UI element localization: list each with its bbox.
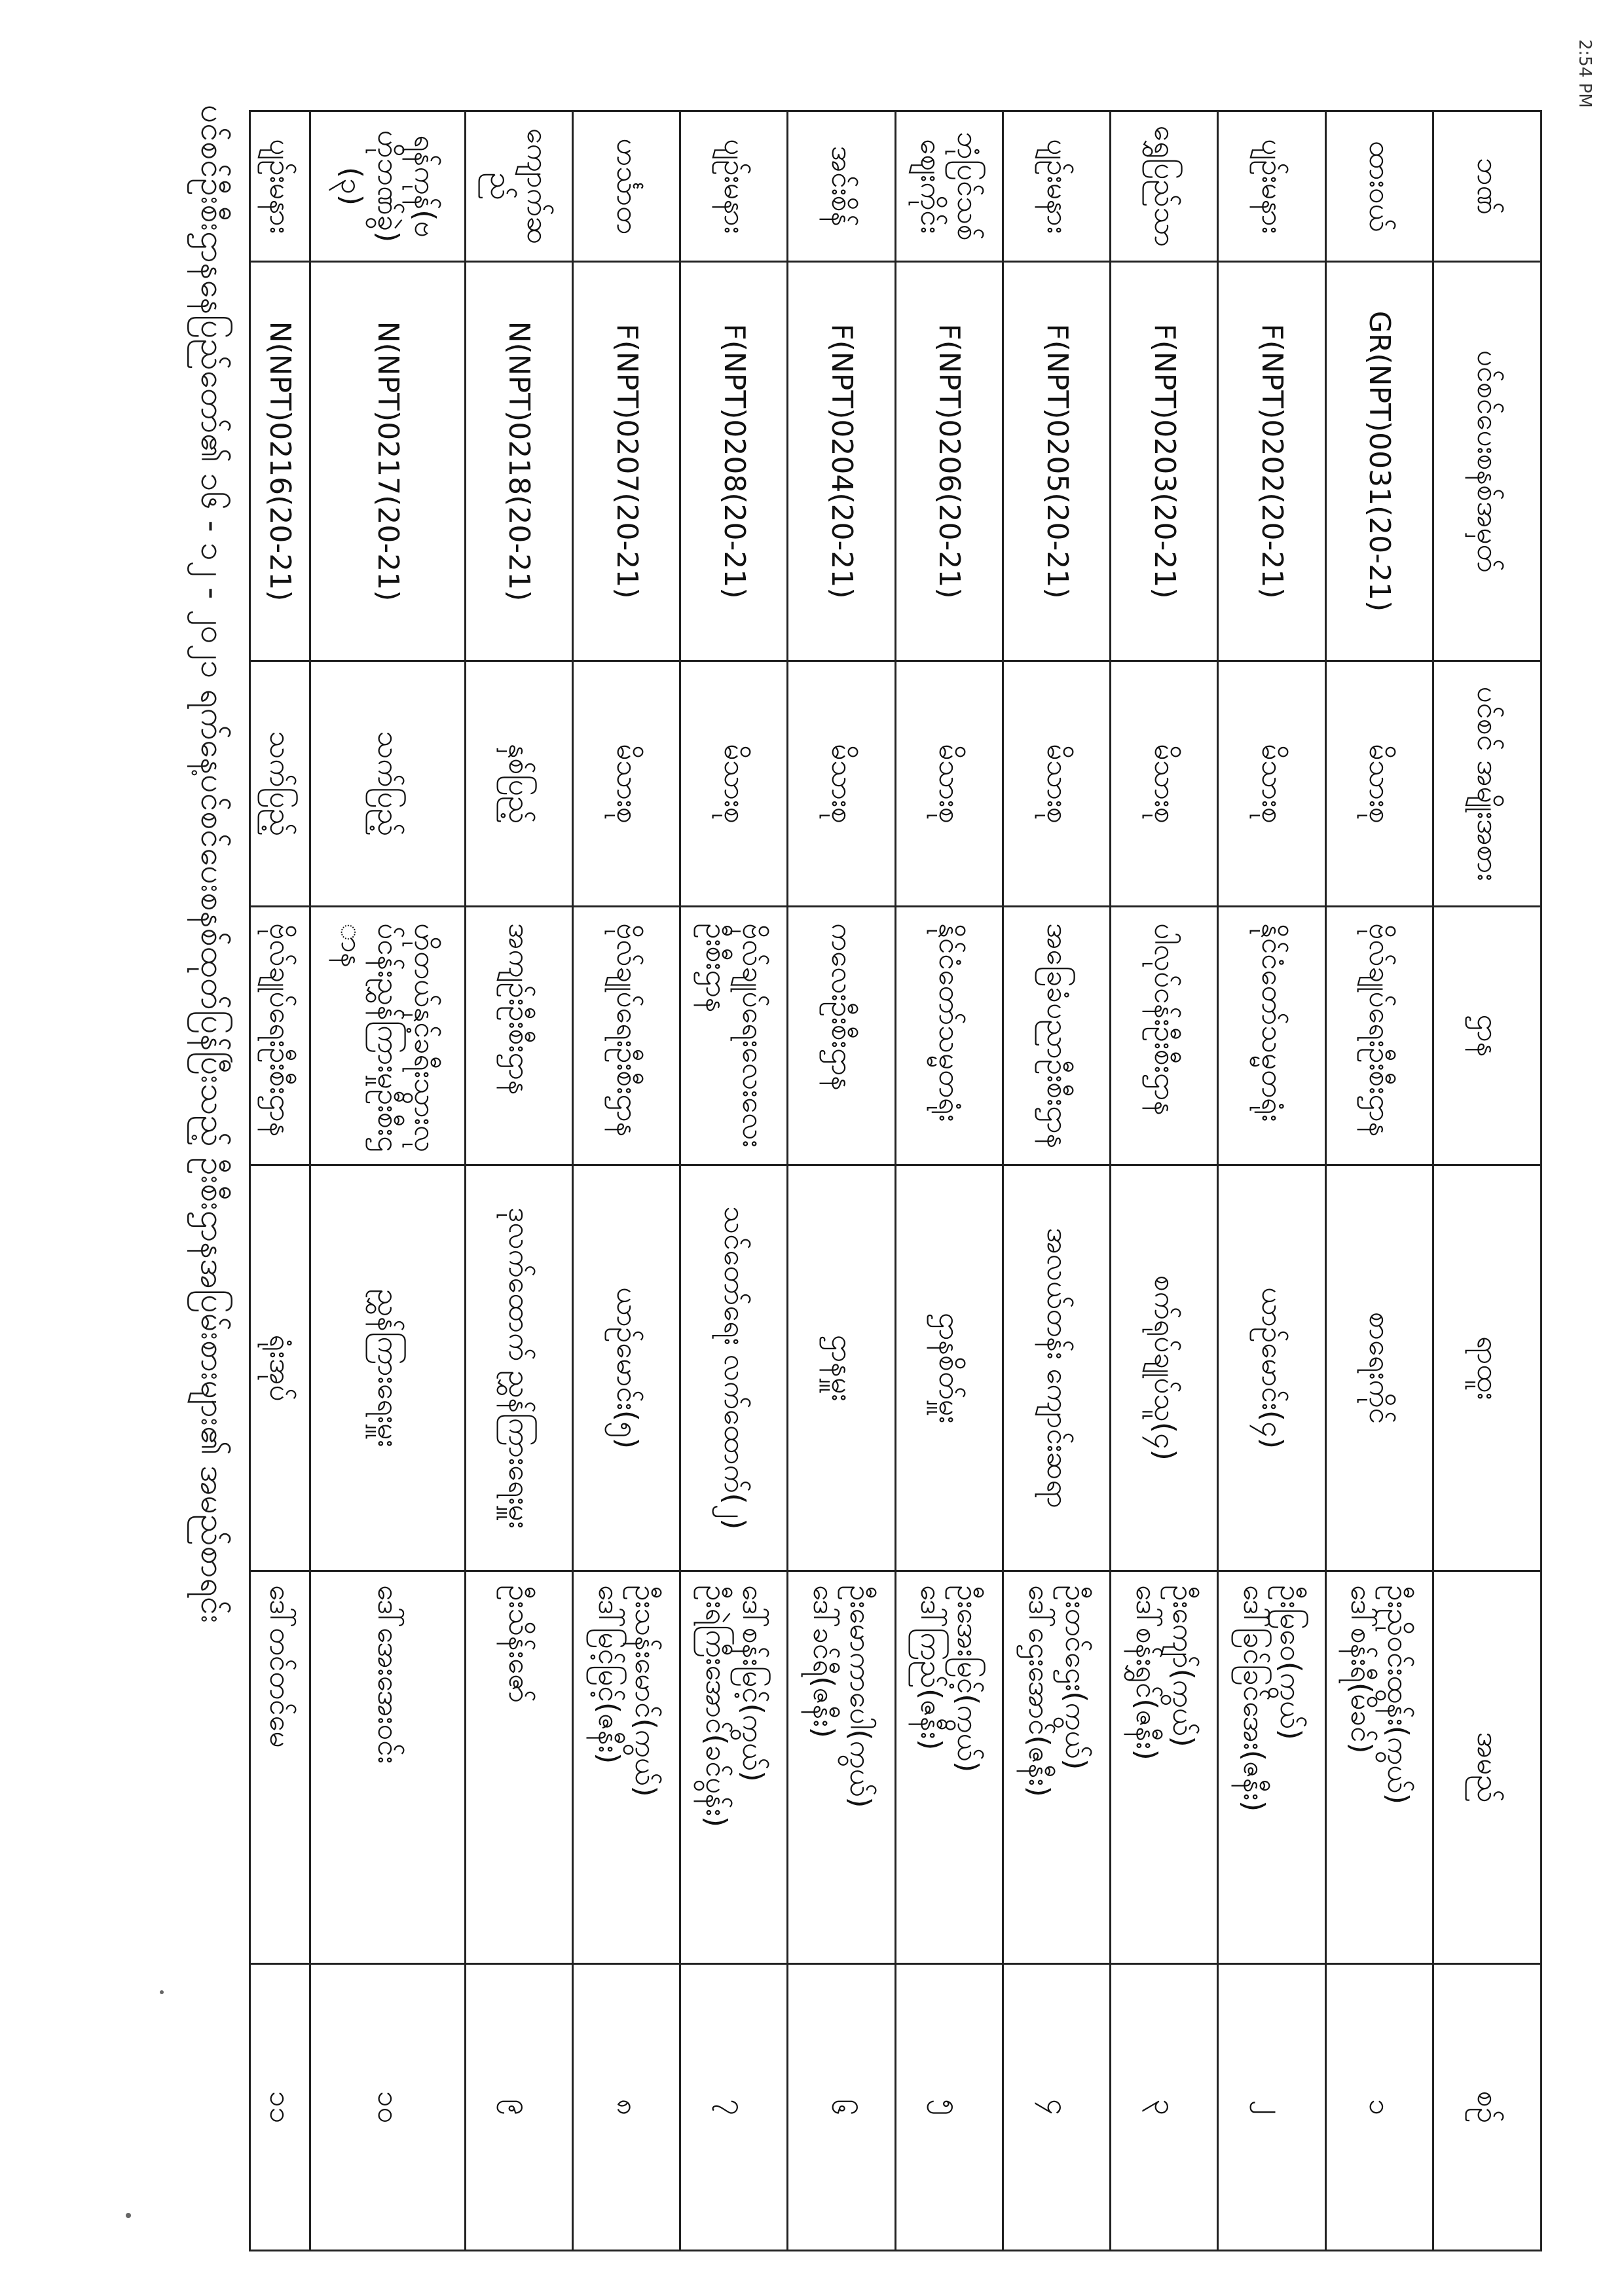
beneficiary-name: ဒေါ်ခြင်ခြင်အေး(ဇနီး) (1237, 1585, 1271, 1812)
table-row (1325, 111, 1433, 2251)
cell-department: ဟိုတယ်နှင့်ခရီးသွားလုပ်ငန်းညွှန်ကြားမှုဦးစီးဌာန (310, 907, 465, 1165)
cell-township: ပျဉ်းမနား (250, 111, 310, 262)
header-no: စဉ် (1433, 1964, 1541, 2251)
cell-department: ကလေးဦးစီးဌာန (788, 907, 895, 1165)
cell-rank: အလယ်တန်း ကျောင်းဆရာ (1003, 1165, 1110, 1571)
cell-pension-type: မိသားစု (788, 661, 895, 907)
cell-rank: ယာဉ်မောင်း(၄) (1218, 1165, 1325, 1571)
cell-pension-type: မိသားစု (572, 661, 680, 907)
cell-rank: စက်ရုပ်ချုပ်သူ(၄) (1111, 1165, 1218, 1571)
cell-no: ၆ (788, 1964, 895, 2251)
cell-order-no: F(NPT)0206(20-21) (895, 262, 1003, 661)
beneficiary-name: ဒေါ်ကြည်(ဇနီး) (914, 1585, 948, 1751)
person-name: ဒေါ်တင်တင်မေ (263, 1585, 297, 1748)
cell-department: နိုင်ငံတော်သမ္မတရုံး (895, 907, 1003, 1165)
table-row (310, 111, 465, 2251)
table-header-row (1433, 111, 1541, 2251)
beneficiary-name: ဒေါ်စန်းရီ(မိခင်) (1344, 1585, 1378, 1754)
cell-pension-type: မိသားစု (1218, 661, 1325, 907)
cell-name (1325, 1571, 1433, 1964)
cell-department: ဗိုလ်ချုပ်ရေးလေးလေးဦးစီးဌာန (680, 907, 788, 1165)
cell-name (465, 1571, 572, 1964)
cell-department: ပါလုပ်ငန်းဦးစီးဌာန (1111, 907, 1218, 1165)
cell-name (572, 1571, 680, 1964)
cell-rank: ဌာနမှူး (788, 1165, 895, 1571)
cell-township: ပျဉ်းမနား (1003, 111, 1110, 262)
cell-rank: ယာဉ်မောင်း(၅) (572, 1165, 680, 1571)
scan-timestamp: 2:54 PM (1575, 39, 1595, 108)
table-row (1003, 111, 1110, 2251)
cell-name (250, 1571, 310, 1964)
header-pension-type: ပင်စင် အမျိုးအစား (1433, 661, 1541, 907)
cell-order-no: N(NPT)0218(20-21) (465, 262, 572, 661)
table-row (1111, 111, 1218, 2251)
cell-no: ၉ (465, 1964, 572, 2251)
table-row (465, 111, 572, 2251)
table-row (250, 111, 310, 2251)
cell-township: ရန်ကုန်(ဗဟိုဘဏ်ခွဲ)(၃) (310, 111, 465, 262)
table-body (250, 111, 1433, 2251)
document-title: ပင်စင်ဦးစီးဌာနနေပြည်တော်၏ ၁၆ - ၁၂ - ၂၀၂၁ ရက်နေ့ပင်စင်ပေးစနစ်ထုတ်ပြန်ပြီးသည့် ဦးစီးဌာနအပြမ်းစားများ၏ အမည်စာရင်း (194, 105, 232, 1624)
cell-department: အခြေခံပညာဦးစီးဌာန (1003, 907, 1110, 1165)
cell-no: ၁ (1325, 1964, 1433, 2251)
cell-rank: သင်တော်ရေး လက်ထောက်(၂) (680, 1165, 788, 1571)
person-name: ဦးအေးမြင့်(ကွယ်) (951, 1585, 985, 1773)
table-row (788, 111, 895, 2251)
header-department: ဌာန (1433, 907, 1541, 1165)
cell-no: ၁၀ (310, 1964, 465, 2251)
cell-department: ဗိုလ်ချုပ်ရေးဦးစီးဌာန (1325, 907, 1433, 1165)
cell-name (788, 1571, 895, 1964)
cell-order-no: F(NPT)0202(20-21) (1218, 262, 1325, 661)
cell-department: နိုင်ငံတော်သမ္မတရုံး (1218, 907, 1325, 1165)
cell-pension-type: သက်ပြည့် (250, 661, 310, 907)
cell-rank: ရုံးအုပ် (250, 1165, 310, 1571)
person-name: ဦးသိန်းဇော် (502, 1585, 536, 1704)
beneficiary-name: ဦးရဲကြီးအောင်(ခင်ပွန်း) (699, 1585, 733, 1828)
scan-speck (126, 2213, 131, 2218)
person-name: ဦးတင်ဌေး(ကွယ်) (1058, 1585, 1092, 1770)
header-name: အမည် (1433, 1571, 1541, 1964)
cell-name (680, 1571, 788, 1964)
cell-order-no: F(NPT)0208(20-21) (680, 262, 788, 661)
cell-township: ရွှေပြည်သာ (1111, 111, 1218, 262)
cell-pension-type: မိသားစု (895, 661, 1003, 907)
header-township: ဘဏ် (1433, 111, 1541, 262)
table-row (1218, 111, 1325, 2251)
header-rank: ရာထူး (1433, 1165, 1541, 1571)
cell-department: အကျဉ်းဦးစီးဌာန (465, 907, 572, 1165)
cell-order-no: N(NPT)0216(20-21) (250, 262, 310, 661)
cell-name (895, 1571, 1003, 1964)
cell-rank: ညွှန်ကြားရေးမှူး (310, 1165, 465, 1571)
person-name: ဦးမောကာပေါ(ကွယ်) (843, 1585, 877, 1808)
beneficiary-name: ဒေါ်စန်းရွှင်(ဇနီး) (1129, 1585, 1163, 1760)
beneficiary-name: ဒေါ်မြင့်မြင့်(ဇနီး) (591, 1585, 625, 1764)
cell-rank: ဒုလက်ထောက် ညွှန်ကြားရေးမှူး (465, 1165, 572, 1571)
cell-order-no: N(NPT)0217(20-21) (310, 262, 465, 661)
cell-department: ဗိုလ်ချုပ်ရေးဦးစီးဌာန (572, 907, 680, 1165)
person-name: ဒေါ်စန်းမြင့်(ကွယ်) (735, 1585, 769, 1782)
beneficiary-name: ဒေါ်ဌေးအောင်(ဇနီး) (1022, 1585, 1056, 1797)
cell-no: ၃ (1111, 1964, 1218, 2251)
cell-township: ဘုံပြင်သစ် ဈေးကိုင်း (895, 111, 1003, 262)
cell-pension-type: မိသားစု (1325, 661, 1433, 907)
cell-name (1218, 1571, 1325, 1964)
cell-pension-type: မိသားစု (680, 661, 788, 907)
cell-rank: စာရေးကိုင် (1325, 1165, 1433, 1571)
person-name: ဦးညိုဝင်းထွန်း(ကွယ်) (1381, 1585, 1415, 1804)
cell-order-no: F(NPT)0203(20-21) (1111, 262, 1218, 661)
cell-no: ၇ (680, 1964, 788, 2251)
cell-order-no: GR(NPT)0031(20-21) (1325, 262, 1433, 661)
scan-speck (160, 1990, 164, 1994)
cell-pension-type: မိသားစု (1111, 661, 1218, 907)
pension-table (249, 110, 1542, 2251)
cell-name (1003, 1571, 1110, 1964)
cell-order-no: F(NPT)0204(20-21) (788, 262, 895, 661)
cell-no: ၄ (1003, 1964, 1110, 2251)
cell-pension-type: မိသားစု (1003, 661, 1110, 907)
cell-township: ပျဉ်းမနား (680, 111, 788, 262)
cell-no: ၂ (1218, 1964, 1325, 2251)
cell-no: ၈ (572, 1964, 680, 2251)
cell-department: ဗိုလ်ချုပ်ရေးဦးစီးဌာန (250, 907, 310, 1165)
cell-rank: ဌာနစိတ်မှူး (895, 1165, 1003, 1571)
cell-township: ဟင်္သာတ (572, 111, 680, 262)
beneficiary-name: ဒေါ်ခင်ရီ(ဇနီး) (807, 1585, 841, 1738)
cell-order-no: F(NPT)0207(20-21) (572, 262, 680, 661)
cell-order-no: F(NPT)0205(20-21) (1003, 262, 1110, 661)
cell-no: ၁၁ (250, 1964, 310, 2251)
cell-pension-type: နှစ်ပြည့် (465, 661, 572, 907)
cell-name (310, 1571, 465, 1964)
person-name: ဒေါ်အေးအေးဝင်း (371, 1585, 405, 1764)
person-name: ဦးသန်းမောင်(ကွယ်) (628, 1585, 662, 1797)
cell-township: ကျောက်ဆည် (465, 111, 572, 262)
person-name: ဦးမြဝေ(ကွယ်) (1274, 1585, 1308, 1740)
table-row (572, 111, 680, 2251)
table-row (895, 111, 1003, 2251)
cell-township: ပျဉ်းမနား (1218, 111, 1325, 262)
cell-name (1111, 1571, 1218, 1964)
table-row (680, 111, 788, 2251)
header-order-no: ပင်စင်ပေးစနစ်အမှတ် (1433, 262, 1541, 661)
cell-township: ထားဝယ် (1325, 111, 1433, 262)
cell-township: အင်းစိန် (788, 111, 895, 262)
person-name: ဦးကျော်(ကွယ်) (1166, 1585, 1200, 1747)
cell-pension-type: သက်ပြည့် (310, 661, 465, 907)
cell-no: ၅ (895, 1964, 1003, 2251)
